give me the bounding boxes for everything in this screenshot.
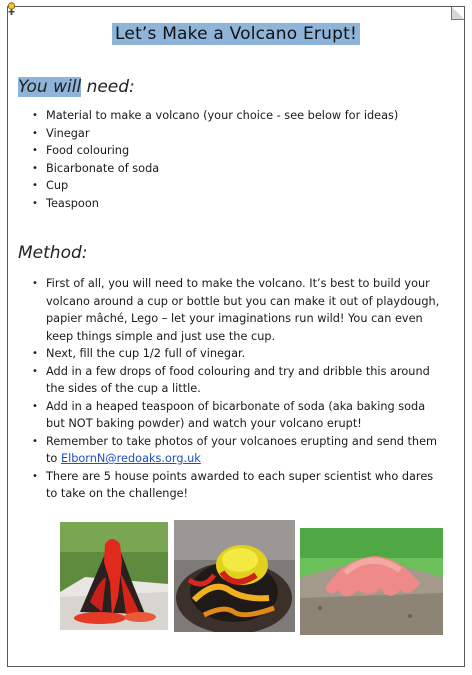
list-item: • Next, fill the cup 1/2 full of vinegar. bbox=[18, 345, 446, 363]
method-heading: Method: bbox=[18, 243, 88, 263]
page-title: Let’s Make a Volcano Erupt! bbox=[112, 23, 360, 45]
list-item: • Vinegar bbox=[18, 125, 448, 143]
list-item: • Food colouring bbox=[18, 142, 448, 160]
title-row bbox=[8, 23, 464, 45]
list-item: • There are 5 house points awarded to each super scientist who dares to take on the challenge! bbox=[18, 468, 446, 503]
list-item: • Teaspoon bbox=[18, 195, 448, 213]
needs-heading-highlight: You will bbox=[18, 77, 82, 97]
needs-heading bbox=[18, 77, 135, 97]
volcano-photo-red-lava bbox=[60, 522, 168, 630]
list-item: • Material to make a volcano (your choice - see below for ideas) bbox=[18, 107, 448, 125]
photo-step-text: Remember to take photos of your volcanoes erupting and send them to bbox=[46, 434, 438, 465]
needs-heading-rest: need: bbox=[81, 77, 135, 97]
pin-icon bbox=[6, 1, 17, 15]
page-fold-corner bbox=[451, 7, 464, 20]
list-item: • Bicarbonate of soda bbox=[18, 160, 448, 178]
email-link[interactable]: ElbornN@redoaks.org.uk bbox=[60, 452, 201, 465]
list-item bbox=[18, 433, 446, 468]
list-item: • Cup bbox=[18, 177, 448, 195]
method-list bbox=[18, 275, 446, 503]
list-item: • Add in a few drops of food colouring and try and dribble this around the sides of the cup a little. bbox=[18, 363, 446, 398]
volcano-photo-yellow-erupting bbox=[174, 520, 295, 632]
list-item: • First of all, you will need to make the volcano. It’s best to build your volcano around a cup or bottle but you can make it out of playdough, papier mâché, Lego – let your imaginations run wild! You can even keep things simple and just use the cup. bbox=[18, 275, 446, 345]
list-item: • Add in a heaped teaspoon of bicarbonate of soda (aka baking soda but NOT baking powder) and watch your volcano erupt! bbox=[18, 398, 446, 433]
needs-list bbox=[18, 107, 448, 212]
volcano-photo-pink-foam bbox=[300, 528, 443, 635]
document-page bbox=[7, 6, 465, 667]
